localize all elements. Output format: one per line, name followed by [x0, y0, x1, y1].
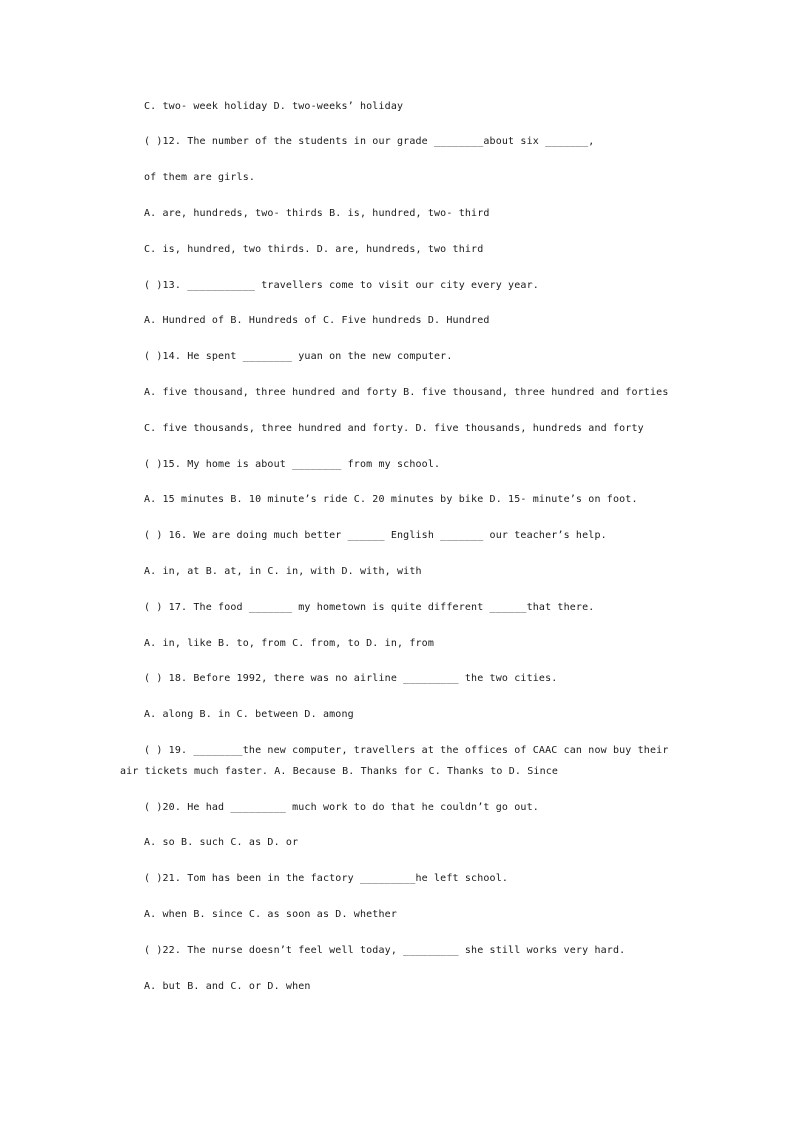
option-line-22: A. but B. and C. or D. when [144, 981, 311, 992]
option-line-12-cd: C. is, hundred, two thirds. D. are, hundreds, two third [144, 244, 484, 255]
option-line-20: A. so B. such C. as D. or [144, 837, 299, 848]
question-12-continuation: of them are girls. [144, 172, 256, 183]
question-18: ( ) 18. Before 1992, there was no airline _________ the two cities. [144, 673, 558, 684]
question-21: ( )21. Tom has been in the factory _________he left school. [144, 873, 509, 884]
option-line-14-ab: A. five thousand, three hundred and forty B. five thousand, three hundred and forties [144, 387, 669, 398]
question-19-with-options: ( ) 19. ________the new computer, travellers at the offices of CAAC can now buy their air tickets much faster. A. Because B. Thanks for C. Thanks to D. Since [120, 745, 669, 777]
option-line-12-ab: A. are, hundreds, two- thirds B. is, hundred, two- third [144, 208, 490, 219]
question-14: ( )14. He spent ________ yuan on the new computer. [144, 351, 453, 362]
question-12: ( )12. The number of the students in our grade ________about six _______, [144, 136, 595, 147]
option-line-11-cd: C. two- week holiday D. two-weeks’ holiday [144, 101, 404, 112]
option-line-17: A. in, like B. to, from C. from, to D. in, from [144, 638, 435, 649]
option-line-15: A. 15 minutes B. 10 minute’s ride C. 20 minutes by bike D. 15- minute’s on foot. [144, 494, 638, 505]
option-line-14-cd: C. five thousands, three hundred and forty. D. five thousands, hundreds and forty [144, 423, 644, 434]
option-line-13: A. Hundred of B. Hundreds of C. Five hundreds D. Hundred [144, 315, 490, 326]
question-16: ( ) 16. We are doing much better ______ English _______ our teacher’s help. [144, 530, 607, 541]
question-22: ( )22. The nurse doesn’t feel well today, _________ she still works very hard. [144, 945, 626, 956]
option-line-16: A. in, at B. at, in C. in, with D. with, with [144, 566, 422, 577]
question-15: ( )15. My home is about ________ from my school. [144, 459, 441, 470]
option-line-21: A. when B. since C. as soon as D. whether [144, 909, 397, 920]
question-13: ( )13. ___________ travellers come to visit our city every year. [144, 280, 539, 291]
question-20: ( )20. He had _________ much work to do that he couldn’t go out. [144, 802, 539, 813]
option-line-18: A. along B. in C. between D. among [144, 709, 354, 720]
question-17: ( ) 17. The food _______ my hometown is quite different ______that there. [144, 602, 595, 613]
